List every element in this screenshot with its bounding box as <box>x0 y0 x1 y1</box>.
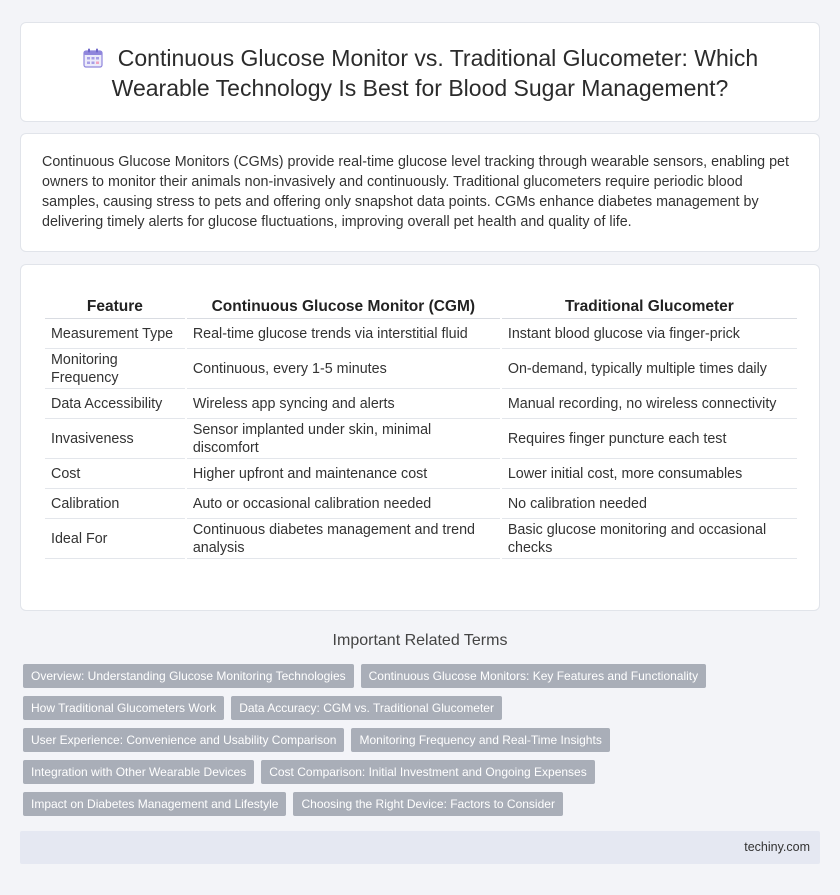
glucometer-cell: Instant blood glucose via finger-prick <box>502 319 797 349</box>
table-row <box>45 419 797 459</box>
glucometer-cell: Basic glucose monitoring and occasional checks <box>502 519 797 559</box>
cgm-cell: Real-time glucose trends via interstitial fluid <box>187 319 500 349</box>
related-term-tag[interactable]: User Experience: Convenience and Usability Comparison <box>23 728 344 752</box>
page-title: Continuous Glucose Monitor vs. Traditional Glucometer: Which Wearable Technology Is Best for Blood Sugar Management? <box>111 45 759 101</box>
intro-card <box>20 133 820 252</box>
footer-site-link[interactable]: techiny.com <box>744 840 810 854</box>
table-row <box>45 519 797 559</box>
cgm-cell: Continuous diabetes management and trend analysis <box>187 519 500 559</box>
glucometer-cell: No calibration needed <box>502 489 797 519</box>
related-term-tag[interactable]: Integration with Other Wearable Devices <box>23 760 254 784</box>
footer <box>20 831 820 864</box>
related-term-tag[interactable]: Impact on Diabetes Management and Lifestyle <box>23 792 286 816</box>
glucometer-cell: Lower initial cost, more consumables <box>502 459 797 489</box>
intro-paragraph: Continuous Glucose Monitors (CGMs) provide real-time glucose level tracking through wearable sensors, enabling pet owners to monitor their animals non-invasively and continuously. Traditional glucometers require periodic blood samples, causing stress to pets and offering only snapshot data points. CGMs enhance diabetes management by delivering timely alerts for glucose fluctuations, improving overall pet health and quality of life. <box>42 154 789 230</box>
related-term-tag[interactable]: Monitoring Frequency and Real-Time Insights <box>351 728 609 752</box>
table-row <box>45 349 797 389</box>
comparison-table <box>43 293 799 559</box>
cgm-cell: Auto or occasional calibration needed <box>187 489 500 519</box>
table-row <box>45 489 797 519</box>
related-terms-heading: Important Related Terms <box>332 632 508 649</box>
cgm-cell: Sensor implanted under skin, minimal discomfort <box>187 419 500 459</box>
table-row <box>45 459 797 489</box>
related-term-tag[interactable]: How Traditional Glucometers Work <box>23 696 224 720</box>
feature-cell: Calibration <box>45 489 185 519</box>
header-cgm: Continuous Glucose Monitor (CGM) <box>187 293 500 319</box>
glucometer-cell: On-demand, typically multiple times daily <box>502 349 797 389</box>
calendar-icon <box>82 47 104 69</box>
feature-cell: Invasiveness <box>45 419 185 459</box>
comparison-card <box>20 264 820 611</box>
tag-row <box>23 760 813 784</box>
feature-cell: Measurement Type <box>45 319 185 349</box>
cgm-cell: Higher upfront and maintenance cost <box>187 459 500 489</box>
tag-row <box>23 728 813 752</box>
header-feature: Feature <box>45 293 185 319</box>
tag-row <box>23 664 813 688</box>
tag-row <box>23 792 813 816</box>
related-term-tag[interactable]: Continuous Glucose Monitors: Key Features and Functionality <box>361 664 707 688</box>
related-term-tag[interactable]: Overview: Understanding Glucose Monitoring Technologies <box>23 664 354 688</box>
cgm-cell: Continuous, every 1-5 minutes <box>187 349 500 389</box>
header-glucometer: Traditional Glucometer <box>502 293 797 319</box>
related-term-tag[interactable]: Data Accuracy: CGM vs. Traditional Glucometer <box>231 696 502 720</box>
related-term-tag[interactable]: Cost Comparison: Initial Investment and Ongoing Expenses <box>261 760 595 784</box>
page-title-wrap <box>21 43 819 103</box>
tag-row <box>23 696 813 720</box>
table-header-row <box>45 293 797 319</box>
title-card <box>20 22 820 122</box>
cgm-cell: Wireless app syncing and alerts <box>187 389 500 419</box>
table-row <box>45 319 797 349</box>
related-terms-list <box>23 664 813 824</box>
feature-cell: Cost <box>45 459 185 489</box>
related-term-tag[interactable]: Choosing the Right Device: Factors to Consider <box>293 792 562 816</box>
glucometer-cell: Requires finger puncture each test <box>502 419 797 459</box>
table-row <box>45 389 797 419</box>
feature-cell: Ideal For <box>45 519 185 559</box>
feature-cell: Monitoring Frequency <box>45 349 185 389</box>
feature-cell: Data Accessibility <box>45 389 185 419</box>
glucometer-cell: Manual recording, no wireless connectivity <box>502 389 797 419</box>
